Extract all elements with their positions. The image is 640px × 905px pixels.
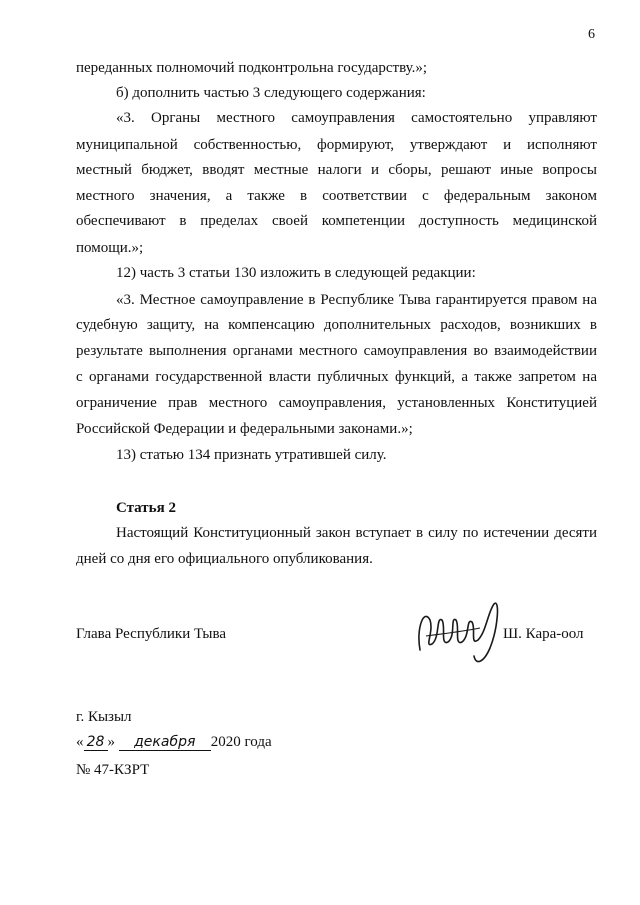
signatory-position: Глава Республики Тыва [76, 626, 227, 642]
text-line: дней со дня его официального опубликования. [76, 551, 373, 567]
signing-date [76, 734, 272, 751]
text-line: местного значения, а также в соответствии с федеральным законом [76, 188, 597, 204]
city: г. Кызыл [76, 709, 132, 725]
article-heading: Статья 2 [116, 500, 176, 516]
text-line: с органами государственной власти публичных функций, а также запретом на [76, 369, 597, 385]
text-line: Настоящий Конституционный закон вступает в силу по истечении десяти [116, 525, 597, 541]
text-line: 13) статью 134 признать утратившей силу. [116, 447, 387, 463]
date-month: декабря [119, 734, 211, 751]
text-line: судебную защиту, на компенсацию дополнительных расходов, возникших в [76, 317, 597, 333]
date-close-quote: » [107, 734, 115, 750]
text-line: 12) часть 3 статьи 130 изложить в следующей редакции: [116, 265, 476, 281]
page-number: 6 [588, 27, 595, 42]
text-line: Российской Федерации и федеральными законами.»; [76, 421, 413, 437]
text-line: «3. Местное самоуправление в Республике Тыва гарантируется правом на [116, 292, 597, 308]
text-line: переданных полномочий подконтрольна государству.»; [76, 60, 428, 76]
text-line: результате выполнения органами местного самоуправления во взаимодействии [76, 343, 597, 359]
text-line: обеспечивают в пределах своей компетенции доступность медицинской [76, 213, 597, 229]
text-line: ограничение прав местного самоуправления, установленных Конституцией [76, 395, 597, 411]
date-day: 28 [84, 734, 108, 751]
text-line: местный бюджет, вводят местные налоги и сборы, решают иные вопросы [76, 162, 597, 178]
date-open-quote: « [76, 734, 84, 750]
text-line: помощи.»; [76, 240, 144, 256]
date-year: 2020 года [210, 734, 272, 750]
text-line: «3. Органы местного самоуправления самостоятельно управляют [116, 110, 597, 126]
signatory-name: Ш. Кара-оол [503, 626, 584, 642]
text-line: б) дополнить частью 3 следующего содержания: [116, 85, 426, 101]
law-number: № 47-КЗРТ [76, 762, 150, 778]
text-line: муниципальной собственностью, формируют, утверждают и исполняют [76, 137, 597, 153]
handwritten-signature [410, 598, 502, 668]
